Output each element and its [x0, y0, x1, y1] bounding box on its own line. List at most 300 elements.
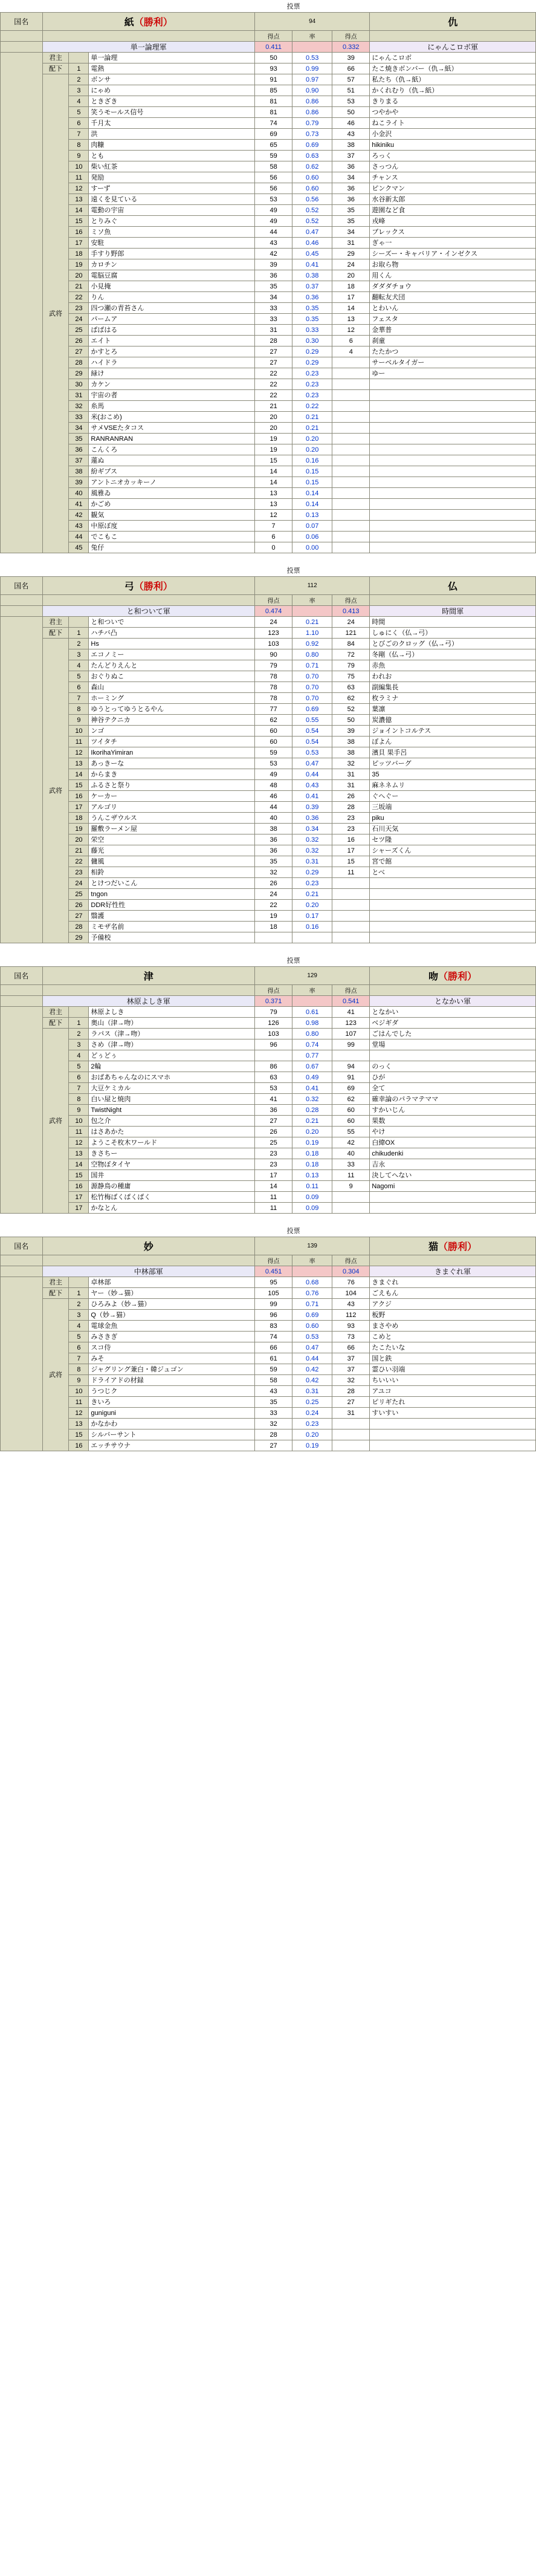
- left-player-name: パームア: [89, 314, 255, 325]
- right-score: 62: [332, 1094, 370, 1105]
- rank-number: [69, 617, 89, 628]
- table-row: [1, 227, 536, 238]
- rank-number: 25: [69, 889, 89, 900]
- col-right-blank: [370, 595, 536, 606]
- rate-value: 0.86: [292, 107, 332, 118]
- role-bushou: 武将: [42, 74, 69, 553]
- table-row: [1, 488, 536, 499]
- left-score: 43: [254, 1386, 292, 1397]
- rank-number: 15: [69, 1170, 89, 1181]
- left-player-name: Hs: [89, 639, 255, 649]
- right-score: 37: [332, 151, 370, 161]
- left-player-name: 予備校: [89, 932, 255, 943]
- left-score: 53: [254, 1083, 292, 1094]
- rank-number: 1: [69, 1288, 89, 1299]
- left-player-name: 森山: [89, 682, 255, 693]
- table-row: [1, 671, 536, 682]
- right-score: 91: [332, 1072, 370, 1083]
- left-player-name: でこもこ: [89, 532, 255, 542]
- right-score: 12: [332, 325, 370, 336]
- rank-number: 29: [69, 932, 89, 943]
- rate-value: 0.62: [292, 161, 332, 172]
- table-row: [1, 151, 536, 161]
- right-score: 28: [332, 802, 370, 813]
- left-player-name: かなかわ: [89, 1419, 255, 1429]
- right-score: 38: [332, 747, 370, 758]
- left-player-name: 洪: [89, 129, 255, 140]
- left-player-name: とも: [89, 151, 255, 161]
- left-player-name: 松竹梅ばくぱくぱく: [89, 1192, 255, 1203]
- table-row: [1, 379, 536, 390]
- right-player-name: ごはんでした: [370, 1029, 536, 1039]
- left-score: 58: [254, 1375, 292, 1386]
- role-cell: 君主: [42, 1277, 69, 1288]
- col-score-right: 得点: [332, 985, 370, 996]
- right-score: 50: [332, 107, 370, 118]
- rate-value: 0.44: [292, 769, 332, 780]
- table-row: [1, 1440, 536, 1451]
- right-player-name: [370, 900, 536, 911]
- left-score: 27: [254, 1440, 292, 1451]
- left-score: 53: [255, 758, 292, 769]
- table-row: [1, 357, 536, 368]
- table-row: [1, 1148, 536, 1159]
- left-score: 14: [255, 466, 292, 477]
- right-player-name: [370, 455, 536, 466]
- rate-value: 0.23: [292, 390, 332, 401]
- right-player-name: 小金沢: [370, 129, 536, 140]
- left-player-name: と和ついで: [89, 617, 255, 628]
- left-score: 83: [254, 1321, 292, 1332]
- right-player-name: チャンス: [370, 172, 536, 183]
- rank-number: 6: [69, 1072, 89, 1083]
- battle-block: [0, 564, 536, 943]
- rank-number: 8: [69, 704, 89, 715]
- left-player-name: 白い屋と焼肉: [89, 1094, 255, 1105]
- right-player-name: 霊ひい羽端: [370, 1364, 536, 1375]
- left-player-name: 林原よしき: [89, 1007, 255, 1018]
- table-row: [1, 704, 536, 715]
- left-army-rate: 0.474: [255, 606, 292, 617]
- right-player-name: [370, 532, 536, 542]
- left-player-name: サメVSEたタコス: [89, 423, 255, 434]
- table-row: [1, 1332, 536, 1342]
- rate-value: 0.60: [292, 172, 332, 183]
- rate-value: 0.18: [292, 1159, 332, 1170]
- right-player-name: 戎峰: [370, 216, 536, 227]
- rank-number: 17: [69, 238, 89, 249]
- rank-number: 3: [69, 649, 89, 660]
- right-player-name: 白緯OX: [370, 1137, 536, 1148]
- left-score: 26: [255, 878, 292, 889]
- table-row: [1, 1397, 536, 1408]
- col-blank: [1, 985, 43, 996]
- right-player-name: [370, 434, 536, 444]
- right-score: 121: [332, 628, 370, 639]
- left-player-name: ようこそ枚木ワールド: [89, 1137, 255, 1148]
- rank-number: 5: [69, 671, 89, 682]
- rate-value: 0.09: [292, 1192, 332, 1203]
- left-score: 56: [255, 183, 292, 194]
- table-row: [1, 292, 536, 303]
- left-player-name: Q（妙→猫）: [89, 1310, 255, 1321]
- right-score: 38: [332, 737, 370, 747]
- left-score: 79: [254, 1007, 292, 1018]
- table-row: [1, 542, 536, 553]
- left-score: 26: [254, 1127, 292, 1137]
- left-score: 35: [255, 856, 292, 867]
- table-row: [1, 53, 536, 63]
- rate-value: 0.37: [292, 281, 332, 292]
- left-score: 33: [254, 1408, 292, 1419]
- rank-number: 18: [69, 813, 89, 824]
- right-army-rate: 0.304: [332, 1266, 370, 1277]
- rate-value: 0.41: [292, 791, 332, 802]
- table-row: [1, 118, 536, 129]
- right-score: [332, 1440, 370, 1451]
- rate-value: 0.19: [292, 1137, 332, 1148]
- right-score: 69: [332, 1083, 370, 1094]
- right-score: [332, 922, 370, 932]
- left-player-name: きさちー: [89, 1148, 255, 1159]
- right-score: 23: [332, 813, 370, 824]
- right-player-name: 副編集長: [370, 682, 536, 693]
- left-score: 22: [255, 900, 292, 911]
- rate-value: 0.16: [292, 455, 332, 466]
- right-score: [332, 542, 370, 553]
- table-row: [1, 107, 536, 118]
- table-row: [1, 477, 536, 488]
- rank-number: 10: [69, 161, 89, 172]
- col-score-right: 得点: [332, 31, 370, 42]
- left-country-title: 津: [42, 967, 254, 985]
- right-player-name: 水谷新太郎: [370, 194, 536, 205]
- table-row: [1, 1419, 536, 1429]
- left-army-rate-2: [292, 42, 332, 53]
- right-army-rate: 0.413: [332, 606, 370, 617]
- rate-value: 0.21: [292, 412, 332, 423]
- right-player-name: 全て: [370, 1083, 536, 1094]
- left-score: 62: [255, 715, 292, 726]
- left-country-title: 弓（勝利）: [42, 577, 254, 595]
- left-score: 27: [254, 1116, 292, 1127]
- table-row: [1, 1137, 536, 1148]
- left-player-name: 羅敷ラーメン屋: [89, 824, 255, 834]
- kokumei-header: 国名: [1, 1237, 43, 1255]
- rate-value: 0.86: [292, 96, 332, 107]
- role-bushou: 武将: [42, 1029, 69, 1214]
- right-player-name: [370, 1192, 536, 1203]
- rate-value: 1.10: [292, 628, 332, 639]
- rank-number: 3: [69, 85, 89, 96]
- left-score: 13: [255, 488, 292, 499]
- rate-value: 0.30: [292, 336, 332, 346]
- right-player-name: 三坂端: [370, 802, 536, 813]
- left-player-name: はさあかた: [89, 1127, 255, 1137]
- rate-value: 0.74: [292, 1039, 332, 1050]
- table-row: [1, 1203, 536, 1214]
- right-score: 29: [332, 249, 370, 259]
- rate-value: 0.41: [292, 259, 332, 270]
- right-score: [332, 379, 370, 390]
- rank-number: 6: [69, 1342, 89, 1353]
- rank-number: 4: [69, 1050, 89, 1061]
- right-score: 28: [332, 1386, 370, 1397]
- right-score: [332, 510, 370, 521]
- rank-number: 15: [69, 1429, 89, 1440]
- rank-number: [69, 53, 89, 63]
- rank-number: 38: [69, 466, 89, 477]
- right-army-rate: 0.541: [332, 996, 370, 1007]
- table-row: [1, 889, 536, 900]
- right-player-name: chikudenki: [370, 1148, 536, 1159]
- rank-number: 35: [69, 434, 89, 444]
- rank-number: 4: [69, 96, 89, 107]
- left-score: 33: [255, 314, 292, 325]
- right-player-name: シーズー・キャバリア・インゼクス: [370, 249, 536, 259]
- right-country-title: 吻（勝利）: [370, 967, 536, 985]
- left-player-name: 緑け: [89, 368, 255, 379]
- left-player-name: 奥山（津→吻）: [89, 1018, 255, 1029]
- right-player-name: 板野: [370, 1310, 536, 1321]
- rate-value: 0.79: [292, 118, 332, 129]
- right-score: 24: [332, 259, 370, 270]
- right-score: [332, 455, 370, 466]
- table-row: [1, 1170, 536, 1181]
- rate-value: 0.53: [292, 53, 332, 63]
- right-player-name: [370, 922, 536, 932]
- right-score: 50: [332, 715, 370, 726]
- right-score: 43: [332, 1299, 370, 1310]
- left-score: 78: [255, 682, 292, 693]
- votes-label: 投票: [286, 1228, 300, 1235]
- right-player-name: こめと: [370, 1332, 536, 1342]
- left-score: 123: [255, 628, 292, 639]
- left-score: 17: [254, 1170, 292, 1181]
- left-score: 19: [255, 444, 292, 455]
- left-score: 61: [254, 1353, 292, 1364]
- left-player-name: 肉糠: [89, 140, 255, 151]
- table-row: [1, 499, 536, 510]
- right-score: 6: [332, 336, 370, 346]
- col-left-blank: [42, 31, 254, 42]
- left-score: 60: [255, 737, 292, 747]
- table-row: [1, 1288, 536, 1299]
- left-score: 23: [254, 1159, 292, 1170]
- left-score: 49: [255, 205, 292, 216]
- right-score: 31: [332, 769, 370, 780]
- rank-number: 16: [69, 1181, 89, 1192]
- left-player-name: あっきーな: [89, 758, 255, 769]
- rank-number: 16: [69, 227, 89, 238]
- rank-number: 34: [69, 423, 89, 434]
- table-row: [1, 1094, 536, 1105]
- rate-value: 0.52: [292, 216, 332, 227]
- right-player-name: となかい: [370, 1007, 536, 1018]
- rank-number: 23: [69, 303, 89, 314]
- votes-number: 112: [255, 577, 370, 595]
- right-score: 73: [332, 1332, 370, 1342]
- table-row: [1, 780, 536, 791]
- right-score: 43: [332, 129, 370, 140]
- right-player-name: ピンクマン: [370, 183, 536, 194]
- rate-value: 0.31: [292, 856, 332, 867]
- left-player-name: 空物ぽタイヤ: [89, 1159, 255, 1170]
- role-cell: 君主: [42, 53, 69, 63]
- right-score: [332, 488, 370, 499]
- right-score: 57: [332, 74, 370, 85]
- right-score: 24: [332, 617, 370, 628]
- right-score: [332, 357, 370, 368]
- left-score: 38: [255, 824, 292, 834]
- battle-block: [0, 0, 536, 553]
- left-player-name: おぐりぬこ: [89, 671, 255, 682]
- col-rate: 率: [292, 31, 332, 42]
- rate-value: 0.42: [292, 1364, 332, 1375]
- left-army-rate-2: [292, 1266, 332, 1277]
- left-score: 81: [255, 107, 292, 118]
- rank-number: 19: [69, 259, 89, 270]
- rate-value: 0.45: [292, 249, 332, 259]
- right-score: 39: [332, 53, 370, 63]
- rate-value: 0.69: [292, 140, 332, 151]
- right-score: 40: [332, 1148, 370, 1159]
- left-player-name: カケン: [89, 379, 255, 390]
- table-row: [1, 521, 536, 532]
- rank-number: 27: [69, 911, 89, 922]
- col-blank: [1, 595, 43, 606]
- table-row: [1, 1181, 536, 1192]
- left-player-name: 2輪: [89, 1061, 255, 1072]
- left-player-name: 安駐: [89, 238, 255, 249]
- left-player-name: ケーカー: [89, 791, 255, 802]
- left-player-name: すーず: [89, 183, 255, 194]
- rate-value: 0.47: [292, 227, 332, 238]
- table-row: [1, 249, 536, 259]
- table-row: [1, 1386, 536, 1397]
- right-player-name: すかいじん: [370, 1105, 536, 1116]
- left-player-name: guniguni: [89, 1408, 255, 1419]
- left-player-name: 米(おこめ): [89, 412, 255, 423]
- rank-number: 10: [69, 726, 89, 737]
- left-score: 32: [254, 1419, 292, 1429]
- rate-value: 0.14: [292, 488, 332, 499]
- rate-value: 0.70: [292, 693, 332, 704]
- left-player-name: にゃめ: [89, 85, 255, 96]
- rank-number: 11: [69, 172, 89, 183]
- table-row: [1, 758, 536, 769]
- rate-value: 0.80: [292, 1029, 332, 1039]
- table-row: [1, 1050, 536, 1061]
- table-row: [1, 682, 536, 693]
- rank-number: 13: [69, 1419, 89, 1429]
- role-cell: 配下: [42, 628, 69, 639]
- right-score: 26: [332, 791, 370, 802]
- right-player-name: われお: [370, 671, 536, 682]
- left-player-name: 包之介: [89, 1116, 255, 1127]
- right-score: 17: [332, 292, 370, 303]
- rate-value: 0.47: [292, 758, 332, 769]
- left-score: 103: [255, 639, 292, 649]
- right-score: 104: [332, 1288, 370, 1299]
- table-row: [1, 693, 536, 704]
- rate-value: 0.60: [292, 183, 332, 194]
- left-player-name: きいろ: [89, 1397, 255, 1408]
- rank-number: 29: [69, 368, 89, 379]
- right-player-name: [370, 889, 536, 900]
- left-score: 81: [255, 96, 292, 107]
- left-score: 24: [255, 617, 292, 628]
- left-score: 22: [255, 390, 292, 401]
- left-player-name: tngon: [89, 889, 255, 900]
- rate-value: 0.80: [292, 649, 332, 660]
- rate-value: 0.23: [292, 368, 332, 379]
- right-player-name: 石川天気: [370, 824, 536, 834]
- left-score: 15: [255, 455, 292, 466]
- right-player-name: 果数: [370, 1116, 536, 1127]
- table-row: [1, 390, 536, 401]
- left-score: 93: [255, 63, 292, 74]
- left-player-name: こんくろ: [89, 444, 255, 455]
- rate-value: 0.15: [292, 477, 332, 488]
- rate-value: 0.21: [292, 423, 332, 434]
- left-score: 23: [254, 1148, 292, 1159]
- rate-value: 0.36: [292, 292, 332, 303]
- rate-value: 0.77: [292, 1050, 332, 1061]
- right-player-name: [370, 488, 536, 499]
- table-row: [1, 259, 536, 270]
- table-row: [1, 532, 536, 542]
- rate-value: 0.22: [292, 401, 332, 412]
- left-score: 44: [255, 227, 292, 238]
- col-rate: 率: [292, 1255, 332, 1266]
- rank-number: 7: [69, 129, 89, 140]
- rank-number: 19: [69, 824, 89, 834]
- right-score: 36: [332, 194, 370, 205]
- left-score: 96: [254, 1310, 292, 1321]
- rate-value: 0.68: [292, 1277, 332, 1288]
- rank-number: [69, 1007, 89, 1018]
- table-row: [1, 737, 536, 747]
- rank-number: 42: [69, 510, 89, 521]
- right-score: 60: [332, 1116, 370, 1127]
- left-player-name: ぱぱはる: [89, 325, 255, 336]
- table-row: [1, 791, 536, 802]
- rate-value: 0.07: [292, 521, 332, 532]
- table-row: [1, 216, 536, 227]
- right-player-name: ダダダチョウ: [370, 281, 536, 292]
- left-player-name: ヤー（妙→猫）: [89, 1288, 255, 1299]
- right-player-name: にゃんこロボ: [370, 53, 536, 63]
- rate-value: 0.76: [292, 1288, 332, 1299]
- left-score: 78: [255, 693, 292, 704]
- left-score: 27: [255, 357, 292, 368]
- table-row: [1, 172, 536, 183]
- votes-number: 94: [255, 13, 370, 31]
- rate-value: 0.98: [292, 1018, 332, 1029]
- table-row: [1, 238, 536, 249]
- rate-value: 0.60: [292, 1321, 332, 1332]
- rate-value: 0.23: [292, 878, 332, 889]
- table-row: [1, 161, 536, 172]
- right-score: 55: [332, 1127, 370, 1137]
- left-player-name: さめ（津→吻）: [89, 1039, 255, 1050]
- right-score: [332, 521, 370, 532]
- battle-block: [0, 1225, 536, 1451]
- rank-number: 7: [69, 1353, 89, 1364]
- right-score: [332, 1429, 370, 1440]
- col-left-blank: [42, 985, 254, 996]
